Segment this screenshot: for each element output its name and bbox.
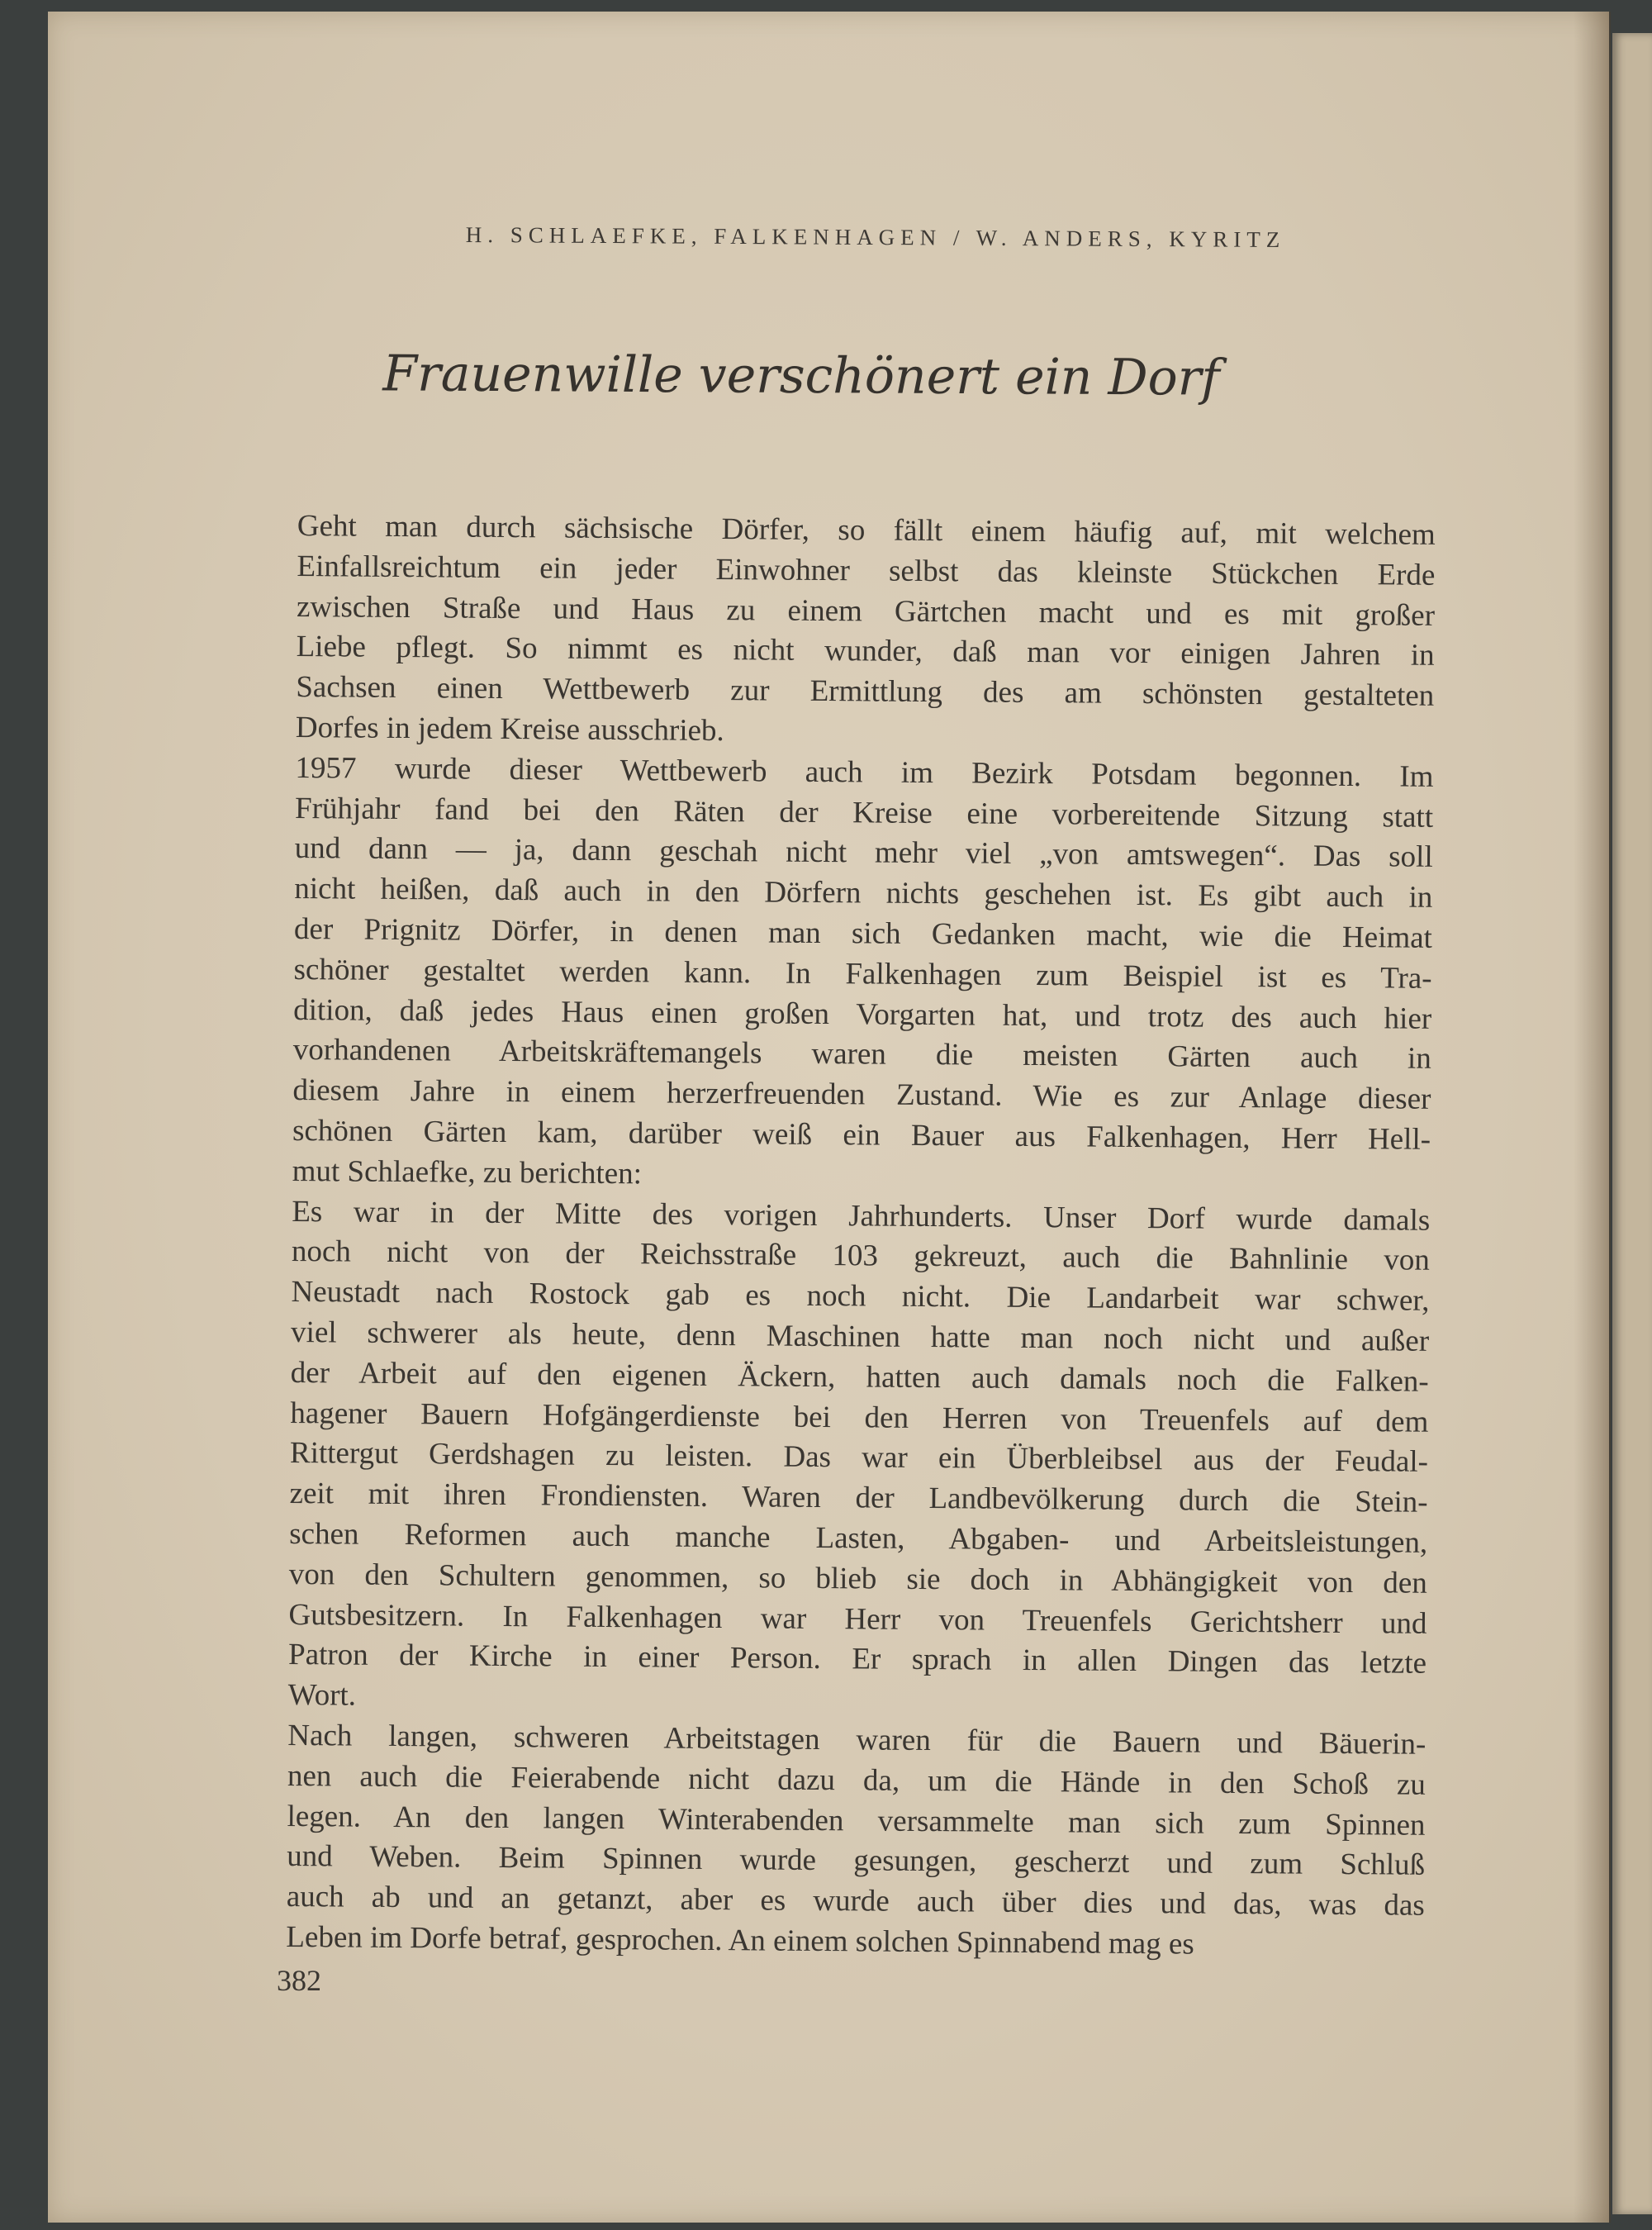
text-line: diesem Jahre in einem herzerfreuenden Zustand. Wie es zur Anlage dieser bbox=[292, 1073, 1431, 1116]
text-line: von den Schultern genommen, so blieb sie doch in Abhängigkeit von den bbox=[288, 1557, 1427, 1600]
text-line: und Weben. Beim Spinnen wurde gesungen, gescherzt und zum Schluß bbox=[287, 1839, 1426, 1883]
text-line: 1957 wurde dieser Wettbewerb auch im Bezirk Potsdam begonnen. Im bbox=[295, 750, 1434, 794]
text-line: hagener Bauern Hofgängerdienste bei den Herren von Treuenfels auf dem bbox=[290, 1396, 1429, 1439]
text-line: zwischen Straße und Haus zu einem Gärtchen macht und es mit großer bbox=[296, 589, 1436, 633]
adjacent-page-edge bbox=[1612, 33, 1652, 2214]
article-title: Frauenwille verschönert ein Dorf bbox=[382, 345, 1220, 407]
text-line: Leben im Dorfe betraf, gesprochen. An einem solchen Spinnabend mag es bbox=[286, 1919, 1194, 1961]
text-line: Gutsbesitzern. In Falkenhagen war Herr von Treuenfels Gerichtsherr und bbox=[288, 1597, 1427, 1641]
text-line: und dann — ja, dann geschah nicht mehr viel „von amtswegen“. Das soll bbox=[294, 831, 1433, 875]
text-line: Neustadt nach Rostock gab es noch nicht. Die Landarbeit war schwer, bbox=[291, 1275, 1430, 1318]
text-line: der Prignitz Dörfer, in denen man sich Gedanken macht, wie die Heimat bbox=[293, 911, 1433, 955]
text-line: vorhandenen Arbeitskräftemangels waren die meisten Gärten auch in bbox=[292, 1033, 1431, 1077]
text-line: Nach langen, schweren Arbeitstagen waren für die Bauern und Bäuerin- bbox=[287, 1718, 1427, 1762]
text-line: Liebe pflegt. So nimmt es nicht wunder, daß man vor einigen Jahren in bbox=[296, 630, 1435, 673]
text-line: Sachsen einen Wettbewerb zur Ermittlung des am schönsten gestalteten bbox=[296, 670, 1435, 714]
paragraph bbox=[288, 1192, 1431, 1725]
text-line: nen auch die Feierabende nicht dazu da, um die Hände in den Schoß zu bbox=[287, 1758, 1427, 1802]
running-header-authors: H. SCHLAEFKE, FALKENHAGEN / W. ANDERS, KYRITZ bbox=[465, 221, 1286, 253]
text-line: zeit mit ihren Frondiensten. Waren der Landbevölkerung durch die Stein- bbox=[289, 1476, 1428, 1519]
paragraph bbox=[286, 1716, 1426, 1967]
text-line: legen. An den langen Winterabenden versammelte man sich zum Spinnen bbox=[287, 1799, 1426, 1842]
text-line: Es war in der Mitte des vorigen Jahrhunderts. Unser Dorf wurde damals bbox=[292, 1194, 1431, 1238]
text-line: dition, daß jedes Haus einen großen Vorgarten hat, und trotz des auch hier bbox=[293, 992, 1432, 1036]
text-line: Dorfes in jedem Kreise ausschrieb. bbox=[295, 710, 724, 749]
text-line: schöner gestaltet werden kann. In Falkenhagen zum Beispiel ist es Tra- bbox=[293, 952, 1432, 996]
page-number: 382 bbox=[277, 1964, 321, 1997]
text-line: Geht man durch sächsische Dörfer, so fällt einem häufig auf, mit welchem bbox=[297, 508, 1436, 552]
text-line: noch nicht von der Reichsstraße 103 gekreuzt, auch die Bahnlinie von bbox=[291, 1234, 1431, 1278]
page-gutter-shadow bbox=[1574, 12, 1611, 2223]
text-line: viel schwerer als heute, denn Maschinen hatte man noch nicht und außer bbox=[290, 1315, 1430, 1358]
text-line: Patron der Kirche in einer Person. Er sprach in allen Dingen das letzte bbox=[287, 1638, 1427, 1681]
paragraph bbox=[292, 749, 1433, 1201]
text-line: Wort. bbox=[287, 1678, 357, 1713]
text-line: der Arbeit auf den eigenen Äckern, hatten auch damals noch die Falken- bbox=[290, 1355, 1429, 1399]
text-line: auch ab und an getanzt, aber es wurde auch über dies und das, was das bbox=[286, 1880, 1425, 1923]
text-line: mut Schlaefke, zu berichten: bbox=[292, 1153, 643, 1191]
text-line: schen Reformen auch manche Lasten, Abgaben- und Arbeitsleistungen, bbox=[289, 1516, 1428, 1560]
article-body bbox=[286, 506, 1436, 1966]
text-line: Frühjahr fand bei den Räten der Kreise eine vorbereitende Sitzung statt bbox=[294, 791, 1434, 834]
paragraph bbox=[296, 506, 1436, 758]
text-line: nicht heißen, daß auch in den Dörfern nichts geschehen ist. Es gibt auch in bbox=[294, 872, 1433, 915]
text-line: Rittergut Gerdshagen zu leisten. Das war ein Überbleibsel aus der Feudal- bbox=[289, 1436, 1429, 1480]
text-line: schönen Gärten kam, darüber weiß ein Bauer aus Falkenhagen, Herr Hell- bbox=[292, 1113, 1431, 1157]
text-line: Einfallsreichtum ein jeder Einwohner selbst das kleinste Stückchen Erde bbox=[297, 549, 1436, 592]
